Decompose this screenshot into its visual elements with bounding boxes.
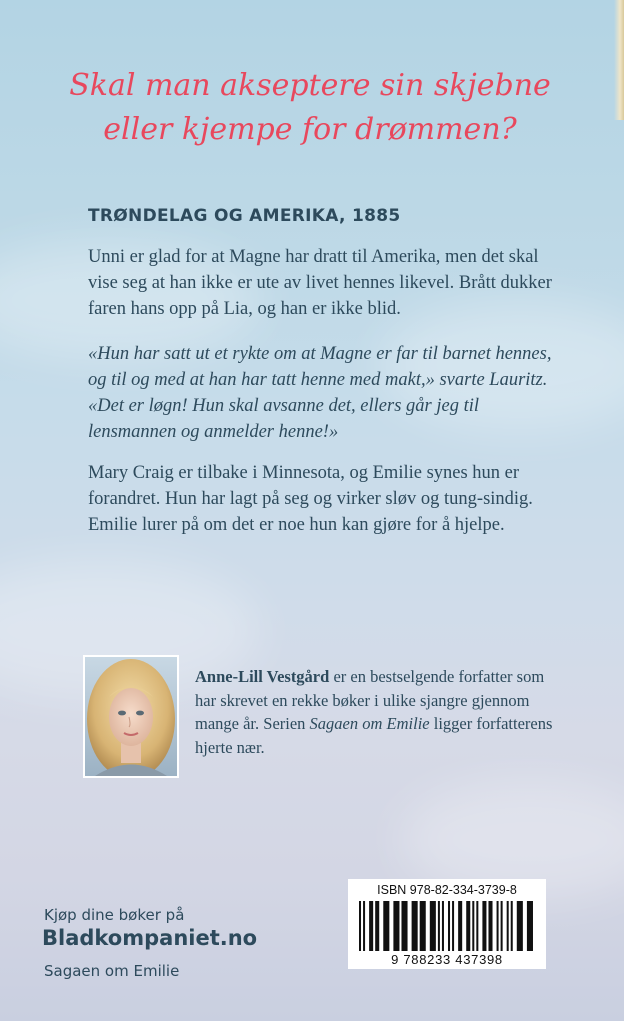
- barcode-bar: [488, 901, 492, 951]
- barcode-bar: [412, 901, 418, 951]
- author-name: Anne-Lill Vestgård: [195, 667, 330, 686]
- tagline-line: Skal man akseptere sin skjebne: [69, 68, 551, 103]
- barcode-bar: [511, 901, 513, 951]
- author-bio-text: er en bestselgende forfatter som har skrevet en rekke bøker i ulike sjangre gjennom mange år. Serien: [195, 667, 545, 733]
- barcode-bar: [438, 901, 440, 951]
- barcode-bar: [507, 901, 509, 951]
- barcode-bar: [430, 901, 436, 951]
- barcode-bar: [497, 901, 499, 951]
- barcode-bar: [476, 901, 478, 951]
- barcode-bar: [393, 901, 399, 951]
- barcode-bar: [375, 901, 379, 951]
- barcode-bar: [517, 901, 523, 951]
- isbn-barcode: [348, 879, 546, 969]
- series-title: Sagaen om Emilie: [309, 714, 430, 733]
- barcode-bar: [452, 901, 454, 951]
- barcode-bars: [356, 901, 538, 951]
- barcode-digits: 9 788233 437398: [391, 952, 503, 967]
- author-bio: [195, 665, 565, 759]
- author-portrait-image: [85, 657, 177, 776]
- barcode-bar: [359, 901, 361, 951]
- shop-series-name: Sagaen om Emilie: [44, 962, 180, 980]
- shop-website: Bladkompaniet.no: [42, 926, 258, 950]
- barcode-bar: [482, 901, 486, 951]
- barcode-bar: [466, 901, 470, 951]
- barcode-bar: [363, 901, 365, 951]
- tagline-line: eller kjempe for drømmen?: [103, 112, 517, 147]
- author-photo: [83, 655, 179, 778]
- barcode-bar: [442, 901, 444, 951]
- barcode-bar: [401, 901, 407, 951]
- barcode-bar: [458, 901, 462, 951]
- section-heading: TRØNDELAG OG AMERIKA, 1885: [88, 206, 401, 226]
- barcode-bar: [420, 901, 426, 951]
- barcode-bar: [501, 901, 503, 951]
- isbn-number: ISBN 978-82-334-3739-8: [377, 883, 517, 897]
- front-cover-edge: [614, 0, 624, 120]
- barcode-bar: [383, 901, 389, 951]
- barcode-bar: [448, 901, 450, 951]
- author-bio-text: ligger forfatterens hjerte nær.: [195, 714, 553, 757]
- blurb-quote: «Hun har satt ut et rykte om at Magne er far til barnet hennes, og til og med at han har tatt henne med makt,» svarte Lauritz. «Det er løgn! Hun skal avsanne det, ellers går jeg til lensmannen og anmelder henne!»: [88, 344, 552, 442]
- barcode-bar: [527, 901, 533, 951]
- tagline: [60, 64, 560, 152]
- blurb-paragraph: Mary Craig er tilbake i Minnesota, og Emilie synes hun er forandret. Hun har lagt på seg og virker sløv og tung-sindig. Emilie lurer på om det er noe hun kan gjøre for å hjelpe.: [88, 463, 533, 535]
- barcode-bar: [369, 901, 373, 951]
- blurb-paragraph: Unni er glad for at Magne har dratt til Amerika, men det skal vise seg at han ikke er ute av livet hennes likevel. Brått dukker faren hans opp på Lia, og han er ikke blid.: [88, 247, 552, 319]
- barcode-bar: [472, 901, 474, 951]
- shop-label: Kjøp dine bøker på: [44, 906, 185, 924]
